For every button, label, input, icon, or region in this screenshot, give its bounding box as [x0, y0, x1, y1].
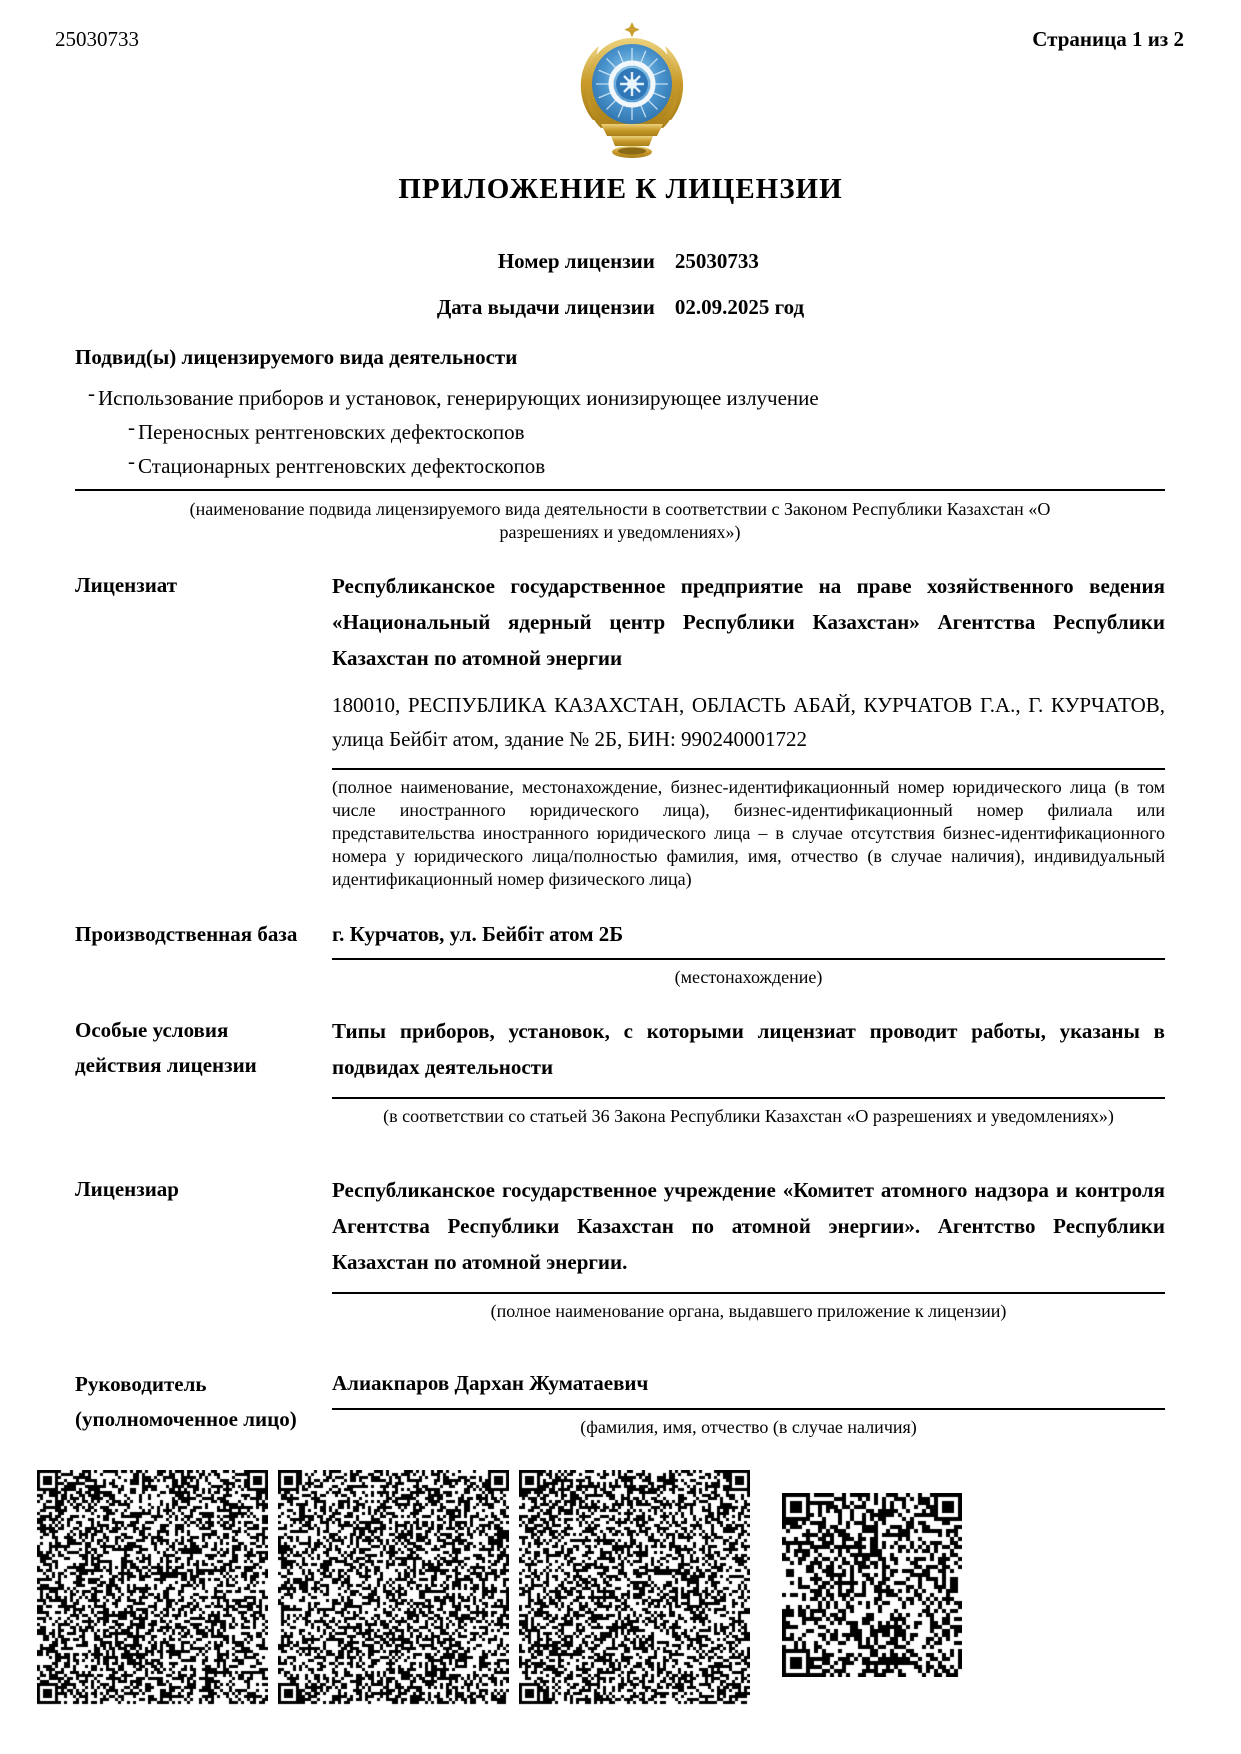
page-indicator: Страница 1 из 2	[1032, 27, 1184, 51]
subtype-item-text: Использование приборов и установок, генерирующих ионизирующее излучение	[98, 386, 819, 410]
licensor-caption: (полное наименование органа, выдавшего приложение к лицензии)	[490, 1301, 1007, 1322]
special-conditions-label: Особые условия действия лицензии	[75, 1018, 257, 1078]
signature-barcode-1	[37, 1470, 268, 1705]
signature-barcode-3	[519, 1470, 750, 1705]
dash-marker-icon: -	[88, 381, 95, 405]
document-title: ПРИЛОЖЕНИЕ К ЛИЦЕНЗИИ	[398, 173, 843, 205]
production-base-section	[75, 917, 1165, 989]
subtype-item	[75, 449, 1165, 483]
licensee-section	[75, 568, 1165, 891]
dash-marker-icon: -	[128, 415, 135, 439]
head-caption: (фамилия, имя, отчество (в случае наличия)	[580, 1417, 917, 1438]
subtype-item	[75, 415, 1165, 449]
special-conditions-value: Типы приборов, установок, с которыми лицензиат проводит работы, указаны в подвидах деятельности	[332, 1019, 1165, 1080]
licensee-name: Республиканское государственное предприятие на праве хозяйственного ведения «Национальный ядерный центр Республики Казахстан» Агентства Республики Казахстан по атомной энергии	[332, 574, 1165, 671]
divider-line	[75, 489, 1165, 491]
signature-barcode-2	[278, 1470, 509, 1705]
head-section	[75, 1367, 1165, 1439]
dash-marker-icon: -	[128, 449, 135, 473]
production-base-label: Производственная база	[75, 922, 298, 947]
licensee-caption: (полное наименование, местонахождение, бизнес-идентификационный номер юридического лица (в том числе иностранного юридического лица), бизнес-идентификационный номер филиала или представительства иностранного юридического лица – в случае отсутствия бизнес-идентификационного номера у юридического лица/полностью фамилия, имя, отчество (в случае наличия), индивидуальный идентификационный номер физического лица)	[332, 777, 1165, 890]
licensor-section	[75, 1172, 1165, 1323]
head-value: Алиакпаров Дархан Жуматаевич	[332, 1371, 649, 1396]
licensor-value: Республиканское государственное учреждение «Комитет атомного надзора и контроля Агентства Республики Казахстан по атомной энергии». Агентство Республики Казахстан по атомной энергии.	[332, 1178, 1165, 1275]
subtypes-section	[75, 344, 1165, 544]
special-conditions-section	[75, 1013, 1165, 1128]
special-conditions-caption: (в соответствии со статьей 36 Закона Республики Казахстан «О разрешениях и уведомлениях»)	[383, 1106, 1114, 1127]
licensor-label: Лицензиар	[75, 1177, 179, 1202]
issue-date-label: Дата выдачи лицензии	[436, 295, 655, 319]
production-base-caption: (местонахождение)	[674, 967, 823, 988]
document-number: 25030733	[55, 27, 139, 51]
issue-date-value: 02.09.2025 год	[674, 295, 805, 319]
licensee-label: Лицензиат	[75, 573, 178, 598]
production-base-value: г. Курчатов, ул. Бейбіт атом 2Б	[332, 922, 624, 947]
subtypes-caption: (наименование подвида лицензируемого вида деятельности в соответствии с Законом Республики Казахстан «О разрешениях и уведомлениях»)	[189, 499, 1051, 543]
license-meta	[437, 248, 804, 320]
qr-code	[782, 1493, 962, 1677]
license-number-value: 25030733	[674, 249, 759, 273]
license-number-label: Номер лицензии	[497, 249, 655, 273]
page-header	[0, 0, 1241, 52]
divider-line	[332, 1408, 1165, 1410]
subtype-item	[75, 381, 1165, 415]
divider-line	[332, 1097, 1165, 1099]
divider-line	[332, 768, 1165, 770]
head-label: Руководитель (уполномоченное лицо)	[75, 1372, 297, 1432]
divider-line	[332, 1292, 1165, 1294]
licensee-address: 180010, РЕСПУБЛИКА КАЗАХСТАН, ОБЛАСТЬ АБАЙ, КУРЧАТОВ Г.А., Г. КУРЧАТОВ, улица Бейбіт атом, здание № 2Б, БИН: 990240001722	[332, 693, 1165, 752]
subtype-item-text: Стационарных рентгеновских дефектоскопов	[138, 454, 546, 478]
signature-codes-block	[37, 1470, 962, 1705]
subtypes-heading: Подвид(ы) лицензируемого вида деятельности	[75, 345, 518, 369]
subtype-item-text: Переносных рентгеновских дефектоскопов	[138, 420, 525, 444]
divider-line	[332, 958, 1165, 960]
